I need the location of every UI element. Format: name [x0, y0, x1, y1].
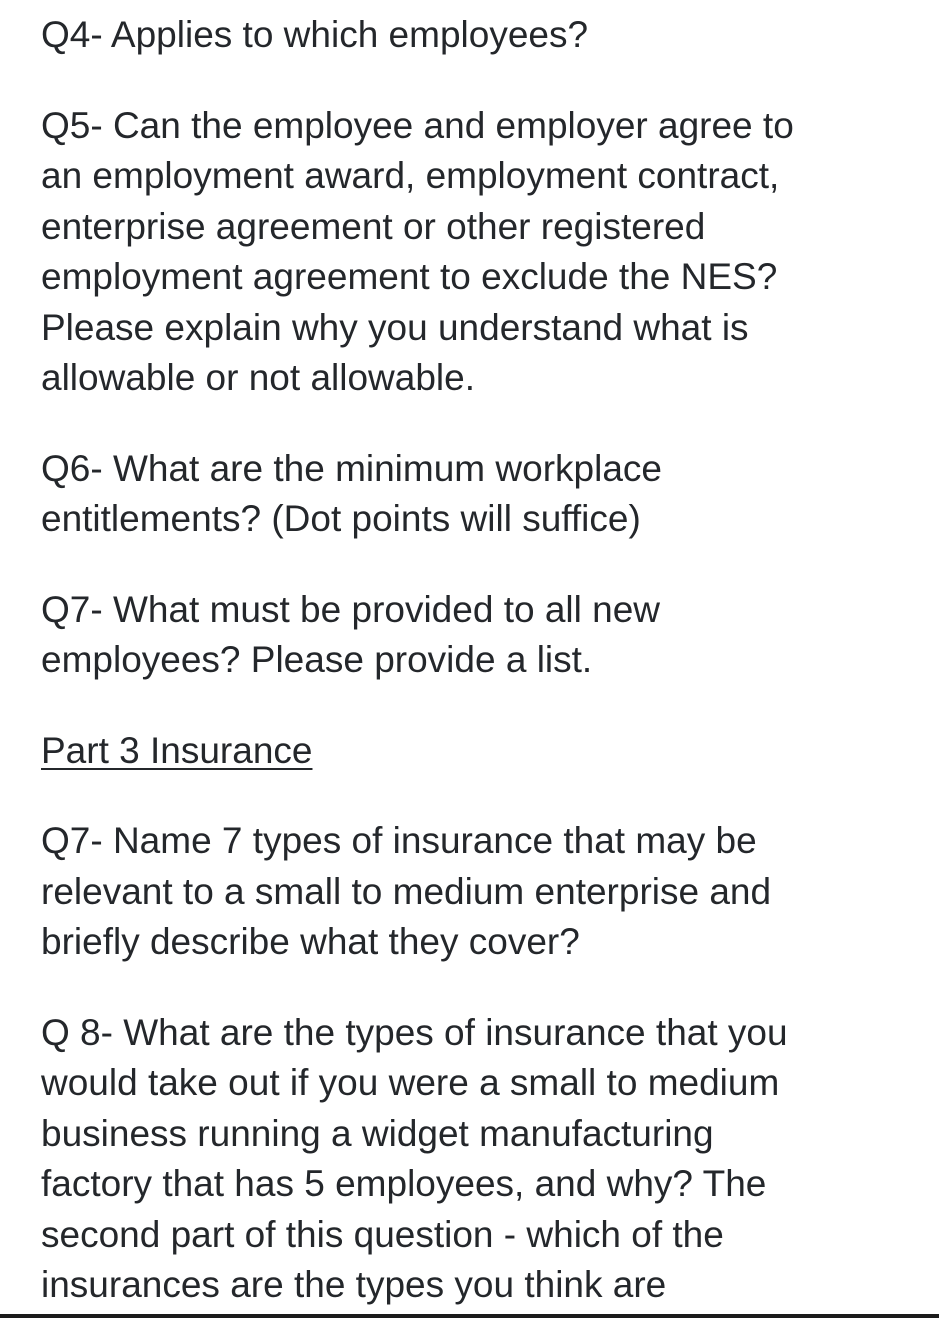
text-line: would take out if you were a small to medium [41, 1062, 780, 1103]
text-line: Q6- What are the minimum workplace [41, 447, 662, 489]
text-line: Q7- Name 7 types of insurance that may be [41, 820, 757, 861]
text-line: allowable or not allowable. [41, 357, 475, 398]
text-line: Please explain why you understand what is [41, 306, 749, 348]
text-line: business running a widget manufacturing [41, 1112, 714, 1154]
text-line: insurances are the types you think are [41, 1264, 667, 1305]
text-line: employment agreement to exclude the NES? [41, 256, 778, 297]
question-q7-new-employees [41, 585, 921, 686]
text-line: enterprise agreement or other registered [41, 205, 706, 247]
text-line: entitlements? (Dot points will suffice) [41, 498, 641, 539]
bottom-divider [0, 1314, 939, 1318]
text-line: factory that has 5 employees, and why? The [41, 1163, 767, 1204]
question-q6 [41, 444, 921, 545]
question-q4 [41, 10, 921, 61]
text-line: Q4- Applies to which employees? [41, 14, 589, 55]
text-line: relevant to a small to medium enterprise and [41, 870, 772, 912]
text-line: briefly describe what they cover? [41, 921, 580, 962]
section-heading-part3 [41, 726, 921, 777]
text-line: employees? Please provide a list. [41, 639, 593, 680]
text-line: second part of this question - which of the [41, 1213, 724, 1255]
text-line: Q 8- What are the types of insurance that you [41, 1011, 788, 1053]
text-line: Q7- What must be provided to all new [41, 588, 661, 630]
question-q5 [41, 101, 921, 404]
section-heading-text: Part 3 Insurance [41, 729, 313, 771]
text-line: Q5- Can the employee and employer agree to [41, 104, 794, 146]
question-q8 [41, 1008, 921, 1311]
document-body [41, 10, 921, 1311]
text-line: an employment award, employment contract, [41, 155, 780, 196]
question-q7-insurance-types [41, 816, 921, 968]
